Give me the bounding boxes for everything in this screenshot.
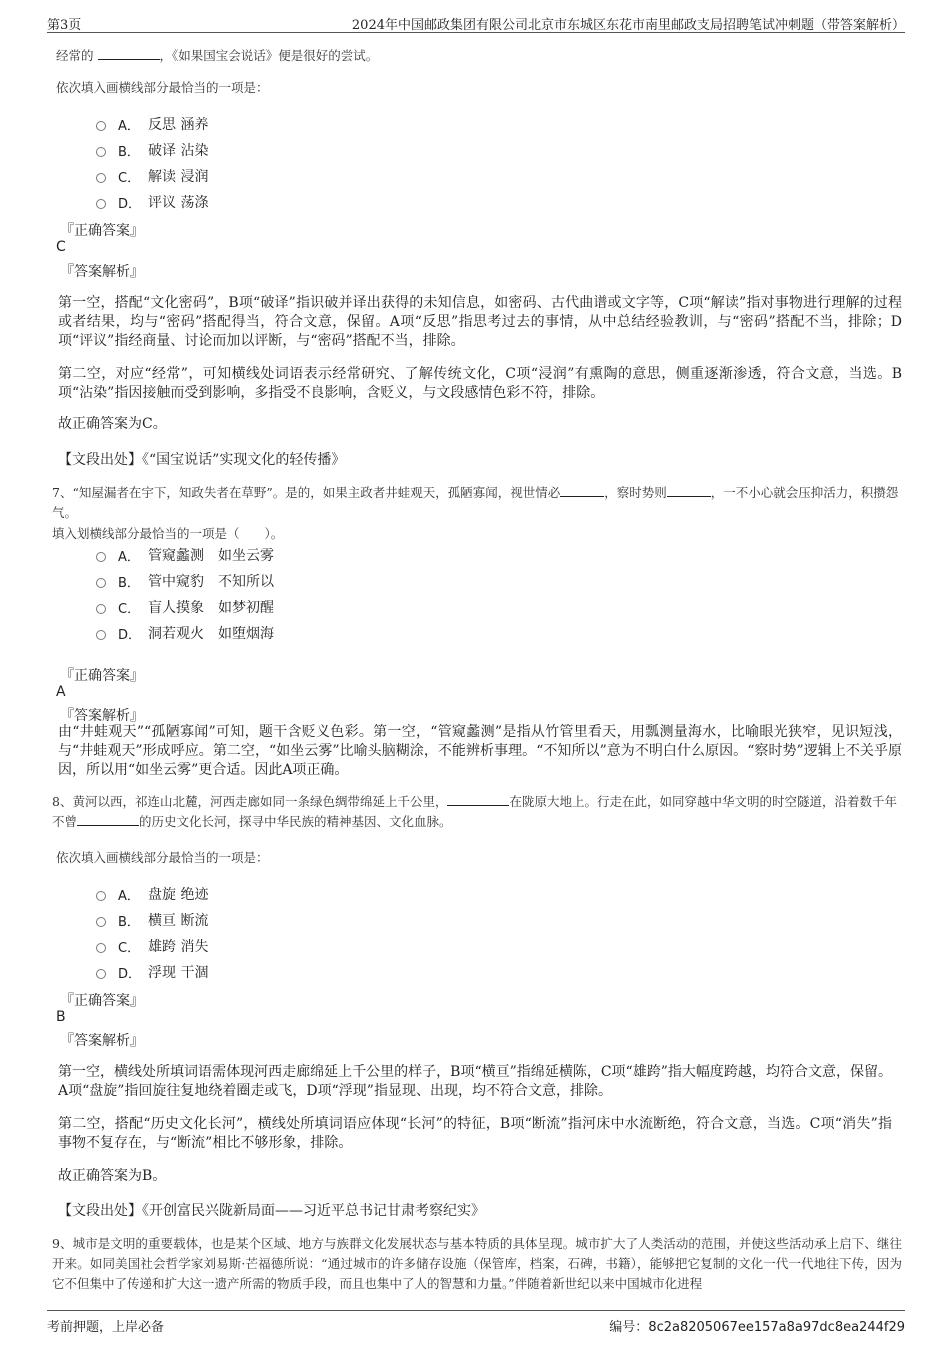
radio-icon[interactable] [96,943,106,953]
q8-option-d[interactable]: D． 浮现 干涸 [96,961,208,983]
q6-option-b[interactable]: B． 破译 沾染 [96,139,208,161]
q6-answer: C [56,239,66,255]
q7-option-c[interactable]: C． 盲人摸象 如梦初醒 [96,596,274,618]
q8-source: 【文段出处】《开创富民兴陇新局面——习近平总书记甘肃考察纪实》 [58,1203,485,1219]
document-title: 2024年中国邮政集团有限公司北京市东城区东花市南里邮政支局招聘笔试冲刺题（带答案解析） [351,18,905,33]
q8-answer: B [56,1009,66,1025]
q8-stem: 8、黄河以西，祁连山北麓，河西走廊如同一条绿色绸带绵延上千公里， 在陇原大地上。行走在此，如同穿越中华文明的时空隧道，沿着数千年不曾 的历史文化长河，探寻中华民族的精神基因、文化血脉。 [52,794,897,829]
blank [77,813,139,826]
blank [98,47,160,60]
q6-option-d[interactable]: D． 评议 荡涤 [96,191,208,213]
q9-stem: 9、城市是文明的重要载体，也是某个区域、地方与族群文化发展状态与基本特质的具体呈现。城市扩大了人类活动的范围，并使这些活动承上启下、继往开来。如同美国社会哲学家刘易斯·芒福德所说：“通过城市的许多储存设施（保管库，档案，石碑，书籍），能够把它复制的文化一代一代地往下传，因为它不但集中了传递和扩大这一遗产所需的物质手段，而且也集中了人的智慧和力量。”伴随着新世纪以来中国城市化进程 [52,1236,902,1291]
q8-option-b[interactable]: B． 横亘 断流 [96,909,208,931]
radio-icon[interactable] [96,147,106,157]
q6-option-a[interactable]: A． 反思 涵养 [96,113,208,135]
radio-icon[interactable] [96,121,106,131]
q7-analysis-label: 『答案解析』 [60,708,144,724]
q7-instruction: 填入划横线部分最恰当的一项是（ ）。 [52,526,284,541]
radio-icon[interactable] [96,630,106,640]
q6-option-c[interactable]: C． 解读 浸润 [96,165,208,187]
radio-icon[interactable] [96,891,106,901]
q8-option-a[interactable]: A． 盘旋 绝迹 [96,883,208,905]
q7-answer: A [56,684,66,700]
q7-option-d[interactable]: D． 洞若观火 如堕烟海 [96,622,274,644]
q8-analysis-2: 第二空，搭配“历史文化长河”，横线处所填词语应体现“长河”的特征，B项“断流”指河床中水流断绝，符合文意，当选。C项“消失”指事物不复存在，与“断流”相比不够形象，排除。 [58,1116,892,1151]
page-header [47,12,905,33]
q6-analysis-2: 第二空，对应“经常”，可知横线处词语表示经常研究、了解传统文化，C项“浸润”有熏陶的意思，侧重逐渐渗透，符合文意，当选。B项“沾染”指因接触而受到影响，多指受不良影响，含贬义，与文段感情色彩不符，排除。 [58,366,902,401]
q6-instruction: 依次填入画横线部分最恰当的一项是： [56,80,269,95]
q7-option-b[interactable]: B． 管中窥豹 不知所以 [96,570,274,592]
q8-conclusion: 故正确答案为B。 [58,1168,167,1184]
radio-icon[interactable] [96,604,106,614]
q7-option-a[interactable]: A． 管窥蠡测 如坐云雾 [96,544,274,566]
blank [447,793,509,806]
radio-icon[interactable] [96,173,106,183]
page-number: 第3页 [47,18,82,33]
q7-answer-label: 『正确答案』 [60,668,144,684]
q6-analysis-label: 『答案解析』 [60,264,144,280]
blank [667,484,711,497]
q6-conclusion: 故正确答案为C。 [58,416,167,432]
radio-icon[interactable] [96,199,106,209]
footer-code: 编号：8c2a8205067ee157a8a97dc8ea244f29 [609,1320,905,1335]
q8-analysis-label: 『答案解析』 [60,1033,144,1049]
footer-slogan: 考前押题，上岸必备 [47,1320,165,1335]
q7-analysis: 由“井蛙观天”“孤陋寡闻”可知，题干含贬义色彩。第一空，“管窥蠡测”是指从竹管里看天，用瓢测量海水，比喻眼光狭窄，见识短浅，与“井蛙观天”形成呼应。第二空，“如坐云雾”比喻头脑糊涂，不能辨析事理。“不知所以”意为不明白什么原因。“察时势”逻辑上不关乎原因，所以用“如坐云雾”更合适。因此A项正确。 [58,724,902,778]
q7-stem: 7、“知屋漏者在宇下，知政失者在草野”。是的，如果主政者井蛙观天，孤陋寡闻，视世情必 ，察时势则 ，一不小心就会压抑活力，积攒怨气。 [52,485,899,520]
q6-answer-label: 『正确答案』 [60,223,144,239]
q8-instruction: 依次填入画横线部分最恰当的一项是： [56,850,269,865]
q8-option-c[interactable]: C． 雄跨 消失 [96,935,208,957]
radio-icon[interactable] [96,552,106,562]
q6-analysis-1: 第一空，搭配“文化密码”，B项“破译”指识破并译出获得的未知信息，如密码、古代曲谱或文字等，C项“解读”指对事物进行理解的过程或者结果，均与“密码”搭配得当，符合文意，保留。A项“反思”指思考过去的事情，从中总结经验教训，与“密码”搭配不当，排除；D项“评议”指经商量、讨论而加以评断，与“密码”搭配不当，排除。 [58,295,902,349]
q8-answer-label: 『正确答案』 [60,993,144,1009]
q6-source: 【文段出处】《“国宝说话”实现文化的轻传播》 [58,452,346,468]
q6-stem: 经常的 ，《如果国宝会说话》便是很好的尝试。 [56,48,379,63]
blank [560,484,604,497]
radio-icon[interactable] [96,969,106,979]
page-footer [47,1310,905,1335]
radio-icon[interactable] [96,917,106,927]
radio-icon[interactable] [96,578,106,588]
q8-analysis-1: 第一空，横线处所填词语需体现河西走廊绵延上千公里的样子，B项“横亘”指绵延横陈，C项“雄跨”指大幅度跨越，均符合文意，保留。A项“盘旋”指回旋往复地绕着圈走或飞，D项“浮现”指显现、出现，均不符合文意，排除。 [58,1064,892,1099]
